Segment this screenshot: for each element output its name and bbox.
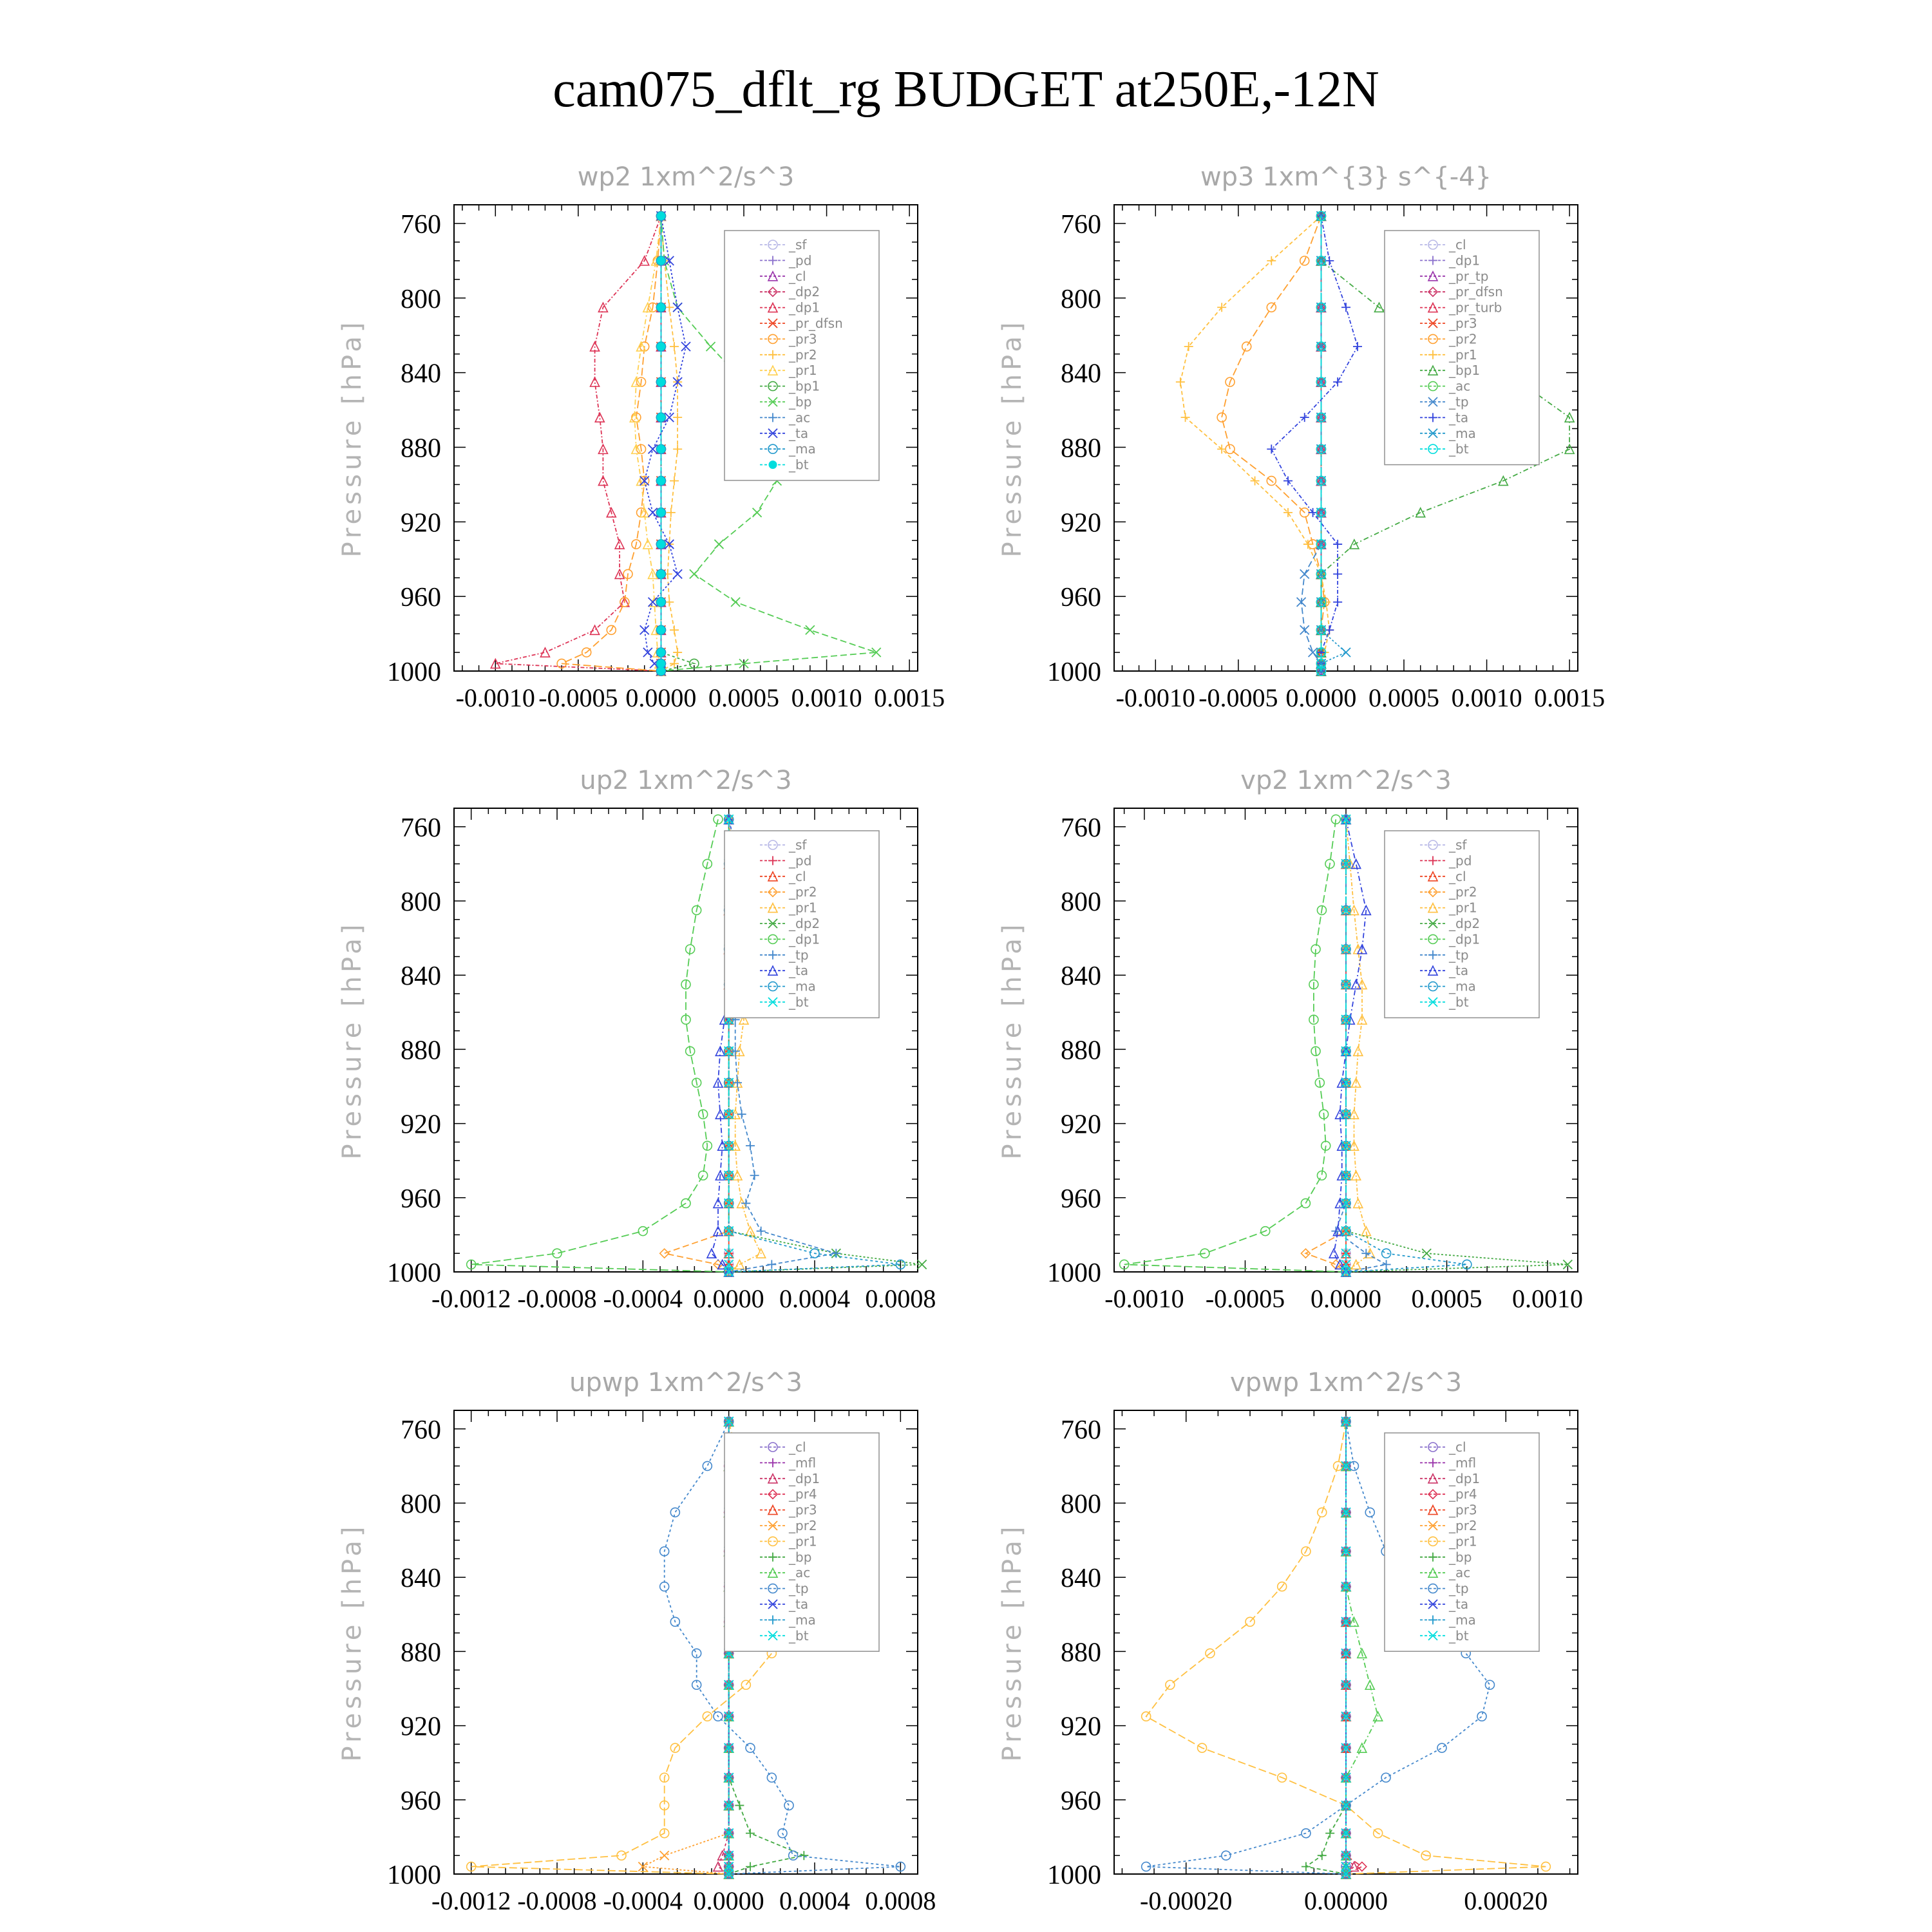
y-tick-label: 920 bbox=[401, 508, 441, 538]
y-tick-label: 960 bbox=[1061, 583, 1101, 613]
legend-label: _pd bbox=[1449, 853, 1472, 869]
x-tick-label: 0.0004 bbox=[779, 1284, 850, 1313]
legend-label: _pr1 bbox=[789, 900, 817, 916]
series-point-11 bbox=[665, 598, 674, 607]
legend-label: _cl bbox=[789, 268, 806, 284]
legend-label: _pr2 bbox=[789, 884, 817, 900]
legend-label: _pr_dfsn bbox=[1449, 284, 1503, 300]
series-line bbox=[665, 819, 729, 1272]
y-tick-label: 1000 bbox=[1047, 1861, 1101, 1890]
legend-label: _pr2 bbox=[1449, 1518, 1477, 1533]
x-tick-label: -0.0005 bbox=[1205, 1284, 1285, 1313]
legend-label: _ma bbox=[789, 978, 816, 994]
legend-label: _ac bbox=[789, 1565, 811, 1581]
series-line bbox=[1271, 216, 1358, 671]
legend-label: _cl bbox=[789, 868, 806, 884]
x-tick-label: -0.0010 bbox=[1115, 683, 1195, 712]
series-point-3 bbox=[1242, 342, 1251, 351]
legend-label: _bt bbox=[789, 1627, 809, 1643]
series-point-8 bbox=[1477, 1712, 1486, 1721]
legend-label: _pr3 bbox=[789, 331, 817, 347]
x-tick-label: 0.0000 bbox=[1311, 1284, 1381, 1313]
y-tick-label: 800 bbox=[401, 1490, 441, 1519]
x-tick-label: 0.0008 bbox=[865, 1886, 936, 1915]
x-tick-label: -0.0012 bbox=[431, 1886, 511, 1915]
legend-label: _bp bbox=[789, 1549, 812, 1565]
series-pr1 bbox=[1176, 211, 1334, 676]
series-point-3 bbox=[681, 342, 690, 351]
series-point-9 bbox=[1333, 540, 1342, 549]
series-point-7 bbox=[741, 1680, 750, 1689]
legend-label: _dp1 bbox=[789, 1470, 820, 1486]
series-point-4 bbox=[657, 378, 665, 386]
legend-label: _tp bbox=[789, 947, 809, 963]
series-point-11 bbox=[735, 1801, 744, 1810]
legend-label: _bp1 bbox=[789, 378, 820, 394]
legend-label: _ma bbox=[789, 1612, 816, 1628]
panel-title: wp2 1xm^2/s^3 bbox=[577, 162, 795, 192]
legend-label: _ta bbox=[789, 1596, 809, 1612]
x-tick-label: 0.00000 bbox=[1304, 1886, 1388, 1915]
y-tick-label: 880 bbox=[401, 1036, 441, 1066]
y-tick-label: 920 bbox=[1061, 508, 1101, 538]
series-point-0 bbox=[657, 212, 665, 220]
series-point-12 bbox=[746, 1227, 755, 1236]
y-tick-label: 960 bbox=[401, 1786, 441, 1816]
series-point-11 bbox=[784, 1801, 793, 1810]
y-axis-label: Pressure [hPa] bbox=[998, 318, 1027, 558]
series-point-9 bbox=[714, 540, 723, 549]
legend-label: _pr1 bbox=[1449, 900, 1477, 916]
series-point-13 bbox=[673, 648, 682, 657]
series-point-9 bbox=[746, 1141, 755, 1150]
x-tick-label: -0.0004 bbox=[603, 1284, 683, 1313]
series-line bbox=[562, 216, 661, 671]
legend bbox=[1385, 231, 1539, 465]
legend-label: _pr3 bbox=[789, 1502, 817, 1518]
series-point-13 bbox=[1318, 1851, 1327, 1860]
x-tick-label: -0.0010 bbox=[455, 683, 535, 712]
legend-label: _cl bbox=[1449, 237, 1466, 252]
series-point-7 bbox=[1485, 1680, 1494, 1689]
series-point-11 bbox=[731, 598, 740, 607]
legend-label: _ta bbox=[1449, 1596, 1469, 1612]
legend-label: _cl bbox=[789, 1439, 806, 1455]
y-tick-label: 760 bbox=[401, 813, 441, 843]
y-tick-label: 800 bbox=[1061, 284, 1101, 314]
x-tick-label: 0.0005 bbox=[708, 683, 779, 712]
legend-label: _dp2 bbox=[789, 916, 820, 931]
legend-label: _ma bbox=[1449, 425, 1476, 441]
series-dp1 bbox=[1120, 815, 1350, 1276]
series-point-14 bbox=[657, 659, 665, 667]
series-point-10 bbox=[673, 569, 682, 578]
x-tick-label: 0.0008 bbox=[865, 1284, 936, 1313]
x-tick-label: -0.0004 bbox=[603, 1886, 683, 1915]
series-point-2 bbox=[657, 303, 665, 311]
y-axis-label: Pressure [hPa] bbox=[337, 1522, 367, 1762]
series-line bbox=[1180, 216, 1329, 671]
series-point-0 bbox=[714, 815, 723, 824]
legend-label: _dp1 bbox=[789, 299, 820, 316]
y-tick-label: 760 bbox=[401, 209, 441, 240]
y-tick-label: 800 bbox=[401, 284, 441, 314]
legend-label: _ma bbox=[1449, 1612, 1476, 1628]
series-line bbox=[1222, 216, 1325, 671]
y-axis-label: Pressure [hPa] bbox=[998, 920, 1027, 1160]
legend-label: _cl bbox=[1449, 868, 1466, 884]
x-tick-label: 0.0000 bbox=[625, 683, 697, 712]
series-point-8 bbox=[753, 508, 762, 517]
series-point-2 bbox=[670, 1508, 679, 1517]
y-tick-label: 880 bbox=[1061, 1036, 1101, 1066]
series-point-2 bbox=[665, 303, 674, 312]
panel-3 bbox=[337, 766, 936, 1313]
x-tick-label: 0.0015 bbox=[874, 683, 945, 712]
series-point-6 bbox=[1267, 444, 1276, 453]
legend-label: _pr2 bbox=[789, 1518, 817, 1533]
y-tick-label: 760 bbox=[1061, 813, 1101, 843]
legend bbox=[1385, 831, 1539, 1018]
legend-label: _mfl bbox=[789, 1455, 817, 1471]
series-point-3 bbox=[657, 343, 665, 350]
legend-label: _pd bbox=[789, 252, 812, 269]
panel-title: upwp 1xm^2/s^3 bbox=[569, 1368, 802, 1397]
legend-label: _pr_tp bbox=[1449, 268, 1489, 284]
series-point-14 bbox=[1302, 1862, 1311, 1871]
series-point-7 bbox=[1283, 477, 1293, 486]
legend-label: _dp2 bbox=[789, 284, 820, 300]
y-tick-label: 920 bbox=[401, 1712, 441, 1742]
legend-label: _bp bbox=[789, 394, 812, 410]
series-point-8 bbox=[1309, 508, 1318, 517]
x-tick-label: -0.0012 bbox=[431, 1284, 511, 1313]
series-point-6 bbox=[673, 444, 682, 453]
legend-label: _ta bbox=[789, 963, 809, 979]
series-point-5 bbox=[657, 413, 665, 421]
legend-label: _ta bbox=[1449, 410, 1469, 426]
y-tick-label: 840 bbox=[401, 961, 441, 992]
legend-label: _dp2 bbox=[1449, 916, 1481, 931]
panel-title: wp3 1xm^{3} s^{-4} bbox=[1200, 162, 1492, 192]
y-tick-label: 880 bbox=[1061, 433, 1101, 464]
series-point-13 bbox=[799, 1851, 808, 1860]
y-tick-label: 840 bbox=[1061, 1564, 1101, 1594]
legend-marker-point-14 bbox=[769, 461, 777, 469]
series-point-11 bbox=[1333, 598, 1342, 607]
series-point-13 bbox=[540, 648, 549, 657]
series-line bbox=[1306, 1421, 1346, 1874]
x-tick-label: 0.0000 bbox=[693, 1886, 764, 1915]
series-point-12 bbox=[640, 625, 649, 634]
series-point-7 bbox=[1166, 1680, 1175, 1689]
y-tick-label: 960 bbox=[401, 1184, 441, 1214]
series-point-3 bbox=[706, 342, 715, 351]
legend-label: _pd bbox=[789, 853, 812, 869]
x-tick-label: -0.00020 bbox=[1140, 1886, 1233, 1915]
x-tick-label: 0.0000 bbox=[1285, 683, 1357, 712]
panel-6 bbox=[998, 1368, 1578, 1915]
legend-label: _tp bbox=[1449, 394, 1469, 410]
panel-title: vpwp 1xm^2/s^3 bbox=[1229, 1368, 1463, 1397]
legend-label: _ac bbox=[1449, 378, 1471, 394]
series-point-13 bbox=[660, 1851, 669, 1860]
series-point-9 bbox=[657, 540, 665, 548]
legend-label: _pr1 bbox=[1449, 1533, 1477, 1549]
legend-label: _dp1 bbox=[1449, 252, 1481, 269]
series-point-2 bbox=[1341, 303, 1350, 312]
series-point-4 bbox=[1176, 377, 1185, 386]
y-tick-label: 840 bbox=[401, 359, 441, 389]
x-tick-label: -0.0005 bbox=[538, 683, 618, 712]
series-point-14 bbox=[1352, 1260, 1361, 1269]
x-tick-label: -0.0010 bbox=[1104, 1284, 1184, 1313]
legend-label: _dp1 bbox=[1449, 931, 1481, 947]
legend-label: _dp1 bbox=[1449, 1470, 1481, 1486]
legend-label: _tp bbox=[1449, 1580, 1469, 1596]
legend-label: _pr4 bbox=[789, 1486, 817, 1502]
y-tick-label: 1000 bbox=[387, 658, 441, 687]
y-tick-label: 1000 bbox=[387, 1861, 441, 1890]
series-point-12 bbox=[670, 625, 679, 634]
series-point-9 bbox=[1303, 540, 1312, 549]
legend bbox=[724, 231, 879, 480]
series-point-9 bbox=[1358, 1743, 1367, 1752]
legend-label: _bp1 bbox=[1449, 363, 1481, 379]
y-tick-label: 800 bbox=[401, 887, 441, 917]
y-tick-label: 1000 bbox=[1047, 1258, 1101, 1288]
y-tick-label: 880 bbox=[401, 1638, 441, 1668]
series-point-10 bbox=[1333, 569, 1342, 578]
series-point-3 bbox=[670, 342, 679, 351]
series-point-8 bbox=[667, 508, 676, 517]
legend-label: _pr1 bbox=[789, 1533, 817, 1549]
legend-label: _ac bbox=[789, 410, 811, 426]
series-pr4 bbox=[1341, 1417, 1367, 1879]
series-point-14 bbox=[714, 1862, 723, 1871]
legend-label: _pr_dfsn bbox=[789, 316, 843, 331]
series-point-12 bbox=[757, 1227, 766, 1236]
x-tick-label: 0.0005 bbox=[1411, 1284, 1482, 1313]
x-tick-label: 0.0010 bbox=[1451, 683, 1522, 712]
legend-label: _bt bbox=[1449, 994, 1469, 1010]
series-point-5 bbox=[1300, 413, 1309, 422]
series-point-14 bbox=[746, 1862, 755, 1871]
series-line bbox=[643, 1421, 728, 1874]
series-point-6 bbox=[657, 445, 665, 453]
legend-label: _sf bbox=[789, 837, 807, 853]
x-tick-label: 0.0015 bbox=[1534, 683, 1605, 712]
x-tick-label: 0.0010 bbox=[1512, 1284, 1584, 1313]
series-point-14 bbox=[767, 1260, 776, 1269]
y-tick-label: 840 bbox=[401, 1564, 441, 1594]
series-point-5 bbox=[1181, 413, 1190, 422]
y-tick-label: 960 bbox=[1061, 1786, 1101, 1816]
series-point-1 bbox=[1352, 859, 1361, 868]
legend-label: _pr1 bbox=[789, 363, 817, 379]
y-tick-label: 920 bbox=[1061, 1712, 1101, 1742]
y-axis-label: Pressure [hPa] bbox=[337, 920, 367, 1160]
series-point-12 bbox=[1325, 1829, 1334, 1838]
legend-label: _bt bbox=[789, 994, 809, 1010]
y-tick-label: 760 bbox=[401, 1415, 441, 1445]
y-tick-label: 960 bbox=[1061, 1184, 1101, 1214]
legend-label: _pr2 bbox=[789, 346, 817, 363]
legend-label: _cl bbox=[1449, 1439, 1466, 1455]
x-tick-label: 0.0005 bbox=[1368, 683, 1439, 712]
series-point-10 bbox=[1300, 569, 1309, 578]
legend-label: _pr3 bbox=[1449, 1502, 1477, 1518]
y-tick-label: 880 bbox=[401, 433, 441, 464]
legend bbox=[724, 831, 879, 1018]
legend bbox=[724, 1433, 879, 1651]
series-point-6 bbox=[1226, 444, 1235, 453]
series-point-14 bbox=[1382, 1260, 1391, 1269]
y-tick-label: 1000 bbox=[1047, 658, 1101, 687]
series-pr2 bbox=[638, 1417, 733, 1879]
panel-title: vp2 1xm^2/s^3 bbox=[1240, 766, 1452, 795]
legend-label: _mfl bbox=[1449, 1455, 1477, 1471]
legend-label: _pr4 bbox=[1449, 1486, 1477, 1502]
legend-label: _bt bbox=[1449, 1627, 1469, 1643]
y-tick-label: 960 bbox=[401, 583, 441, 613]
legend-label: _pr3 bbox=[1449, 316, 1477, 331]
series-point-7 bbox=[670, 477, 679, 486]
series-point-1 bbox=[703, 1461, 712, 1470]
series-point-11 bbox=[657, 598, 665, 606]
series-point-13 bbox=[660, 1249, 669, 1258]
series-dp1 bbox=[491, 211, 665, 676]
series-point-13 bbox=[643, 648, 652, 657]
legend-label: _tp bbox=[1449, 947, 1469, 963]
series-point-5 bbox=[673, 413, 682, 422]
y-tick-label: 760 bbox=[1061, 209, 1101, 240]
panel-1 bbox=[337, 162, 945, 712]
legend-label: _bt bbox=[789, 457, 809, 473]
x-tick-label: -0.0008 bbox=[517, 1284, 597, 1313]
y-tick-label: 920 bbox=[401, 1110, 441, 1140]
legend-label: _bp bbox=[1449, 1549, 1472, 1565]
series-point-3 bbox=[1353, 342, 1362, 351]
legend-label: _sf bbox=[1449, 837, 1467, 853]
series-point-12 bbox=[657, 626, 665, 634]
series-point-14 bbox=[1358, 1862, 1367, 1871]
y-tick-label: 840 bbox=[1061, 961, 1101, 992]
series-point-7 bbox=[733, 1078, 742, 1087]
series-point-13 bbox=[1329, 1249, 1338, 1258]
y-tick-label: 800 bbox=[1061, 887, 1101, 917]
series-point-10 bbox=[657, 570, 665, 578]
legend-label: _ac bbox=[1449, 1565, 1471, 1581]
x-tick-label: 0.0004 bbox=[779, 1886, 850, 1915]
legend bbox=[1385, 1433, 1539, 1651]
y-tick-label: 760 bbox=[1061, 1415, 1101, 1445]
y-axis-label: Pressure [hPa] bbox=[998, 1522, 1027, 1762]
legend-label: _sf bbox=[789, 237, 807, 252]
y-tick-label: 800 bbox=[1061, 1490, 1101, 1519]
y-tick-label: 840 bbox=[1061, 359, 1101, 389]
series-point-7 bbox=[657, 477, 665, 485]
legend-label: _ma bbox=[1449, 978, 1476, 994]
series-line bbox=[1124, 819, 1346, 1272]
panel-title: up2 1xm^2/s^3 bbox=[580, 766, 792, 795]
series-point-5 bbox=[1217, 413, 1226, 422]
panel-2 bbox=[998, 162, 1605, 712]
x-tick-label: 0.00020 bbox=[1464, 1886, 1548, 1915]
series-point-10 bbox=[690, 569, 699, 578]
y-tick-label: 920 bbox=[1061, 1110, 1101, 1140]
series-point-12 bbox=[806, 625, 815, 634]
x-tick-label: -0.0005 bbox=[1198, 683, 1278, 712]
series-point-9 bbox=[1437, 1743, 1446, 1752]
series-point-12 bbox=[746, 1829, 755, 1838]
panel-4 bbox=[998, 766, 1583, 1313]
series-point-1 bbox=[1325, 256, 1334, 265]
legend-label: _bt bbox=[1449, 441, 1469, 457]
series-ta bbox=[1267, 211, 1362, 676]
legend-label: _ta bbox=[789, 425, 809, 441]
series-tp bbox=[1331, 815, 1390, 1276]
series-point-8 bbox=[657, 509, 665, 516]
y-tick-label: 880 bbox=[1061, 1638, 1101, 1668]
series-dp1 bbox=[467, 815, 734, 1276]
y-axis-label: Pressure [hPa] bbox=[337, 318, 367, 558]
series-point-12 bbox=[1325, 625, 1334, 634]
y-tick-label: 1000 bbox=[387, 1258, 441, 1288]
legend-label: _ma bbox=[789, 441, 816, 457]
figure-title: cam075_dflt_rg BUDGET at250E,-12N bbox=[553, 61, 1379, 118]
legend-label: _pr1 bbox=[1449, 346, 1477, 363]
series-point-10 bbox=[750, 1171, 759, 1180]
x-tick-label: 0.0010 bbox=[791, 683, 862, 712]
legend-label: _pr_turb bbox=[1449, 299, 1502, 316]
series-point-13 bbox=[1341, 648, 1350, 657]
legend-label: _dp1 bbox=[789, 931, 820, 947]
series-point-7 bbox=[1365, 1680, 1374, 1689]
series-pr2 bbox=[1217, 211, 1329, 676]
legend-label: _pr2 bbox=[1449, 884, 1477, 900]
x-tick-label: -0.0008 bbox=[517, 1886, 597, 1915]
series-point-13 bbox=[657, 649, 665, 656]
series-point-1 bbox=[657, 257, 665, 265]
series-point-15 bbox=[657, 667, 665, 675]
legend-label: _pr2 bbox=[1449, 331, 1477, 347]
legend-label: _ta bbox=[1449, 963, 1469, 979]
x-tick-label: 0.0000 bbox=[693, 1284, 764, 1313]
legend-label: _tp bbox=[789, 1580, 809, 1596]
panel-5 bbox=[337, 1368, 936, 1915]
